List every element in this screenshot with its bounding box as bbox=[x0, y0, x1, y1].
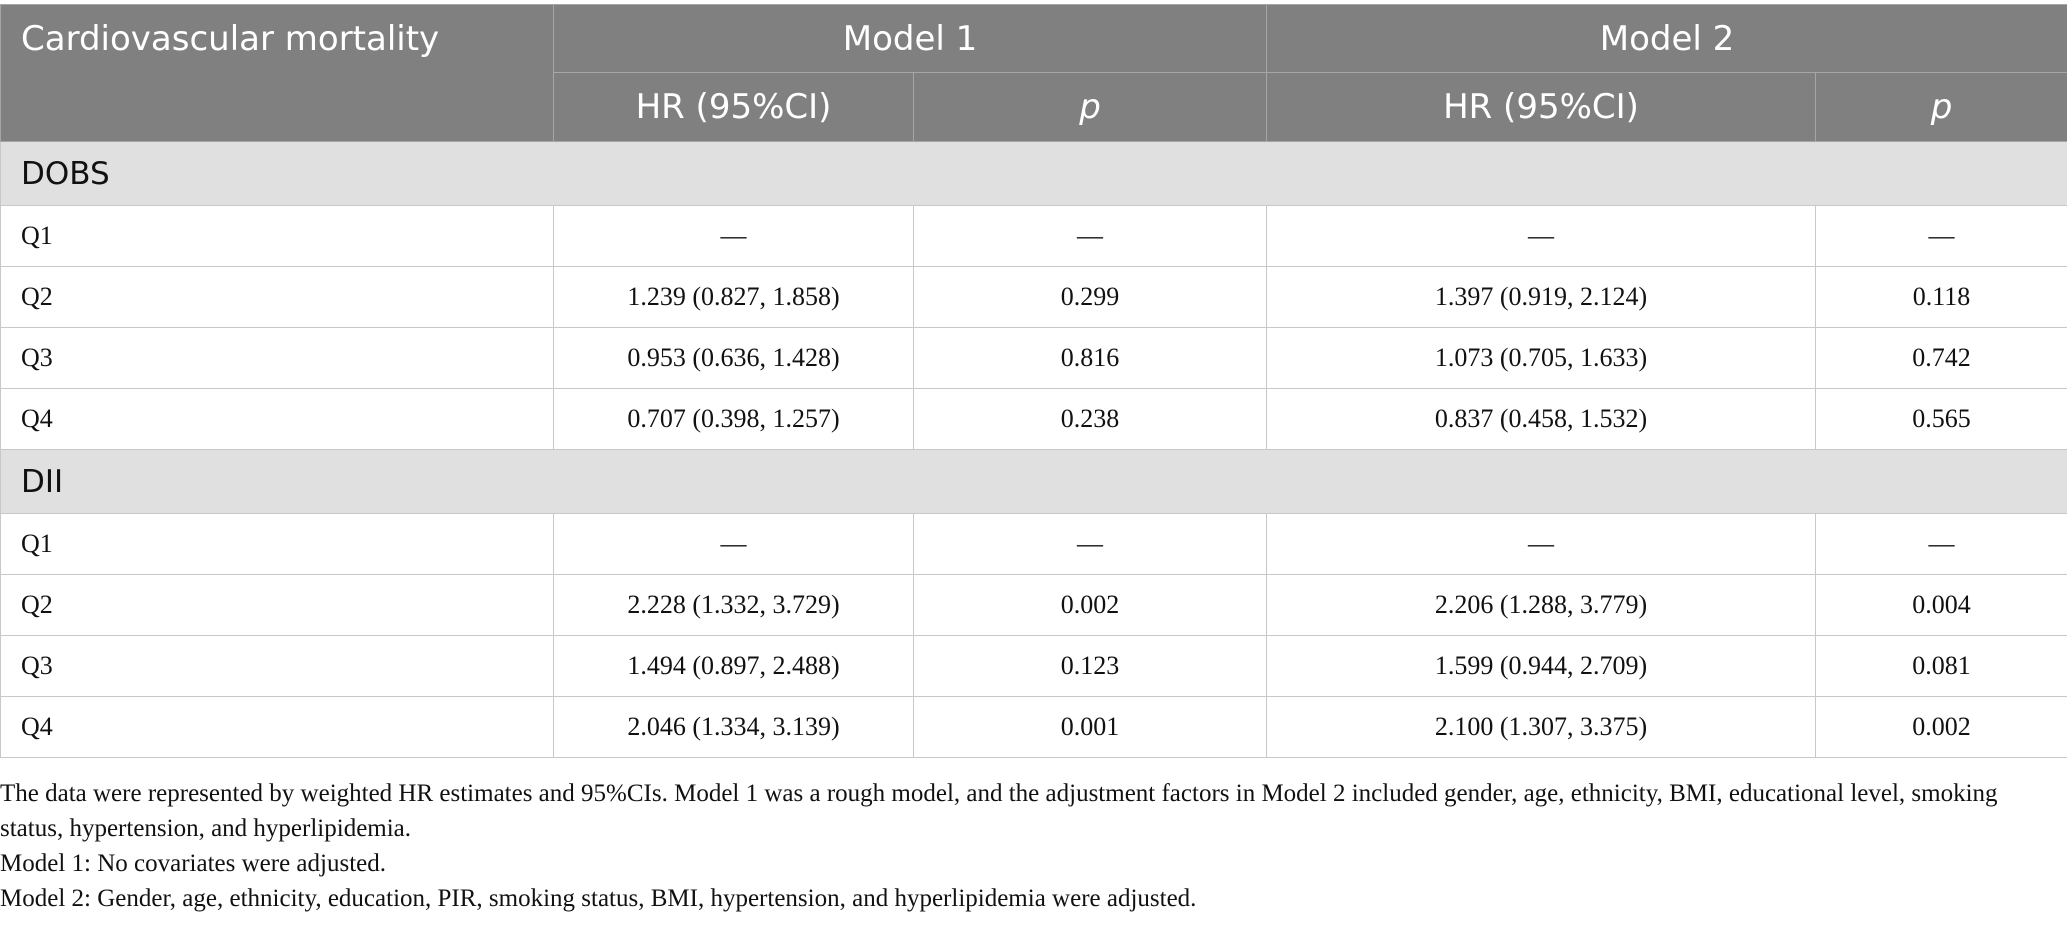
model2-p-cell: — bbox=[1816, 206, 2067, 267]
model1-hr-cell: — bbox=[554, 514, 914, 575]
quartile-cell: Q2 bbox=[1, 575, 554, 636]
model1-hr-cell: 0.707 (0.398, 1.257) bbox=[554, 389, 914, 450]
model1-header: Model 1 bbox=[554, 5, 1267, 73]
table-footnotes bbox=[0, 776, 2060, 916]
quartile-cell: Q2 bbox=[1, 267, 554, 328]
model2-hr-cell: — bbox=[1267, 514, 1816, 575]
table-row bbox=[1, 389, 2067, 450]
section-label: DII bbox=[1, 450, 2067, 514]
footnote-1: The data were represented by weighted HR estimates and 95%CIs. Model 1 was a rough model, and the adjustment factors in Model 2 included gender, age, ethnicity, BMI, educational level, smoking status, hypertension, and hyperlipidemia. bbox=[0, 780, 1998, 842]
quartile-cell: Q1 bbox=[1, 514, 554, 575]
quartile-cell: Q3 bbox=[1, 328, 554, 389]
model2-hr-cell: 1.599 (0.944, 2.709) bbox=[1267, 636, 1816, 697]
model1-hr-cell: — bbox=[554, 206, 914, 267]
model2-hr-cell: 2.206 (1.288, 3.779) bbox=[1267, 575, 1816, 636]
table-title: Cardiovascular mortality bbox=[1, 5, 554, 142]
model1-p-cell: 0.238 bbox=[914, 389, 1267, 450]
section-label: DOBS bbox=[1, 142, 2067, 206]
footnote-2: Model 1: No covariates were adjusted. bbox=[0, 850, 386, 877]
table-body bbox=[1, 142, 2067, 758]
model2-p-cell: 0.002 bbox=[1816, 697, 2067, 758]
model2-p-header: p bbox=[1816, 73, 2067, 142]
model2-p-cell: 0.742 bbox=[1816, 328, 2067, 389]
model1-p-cell: 0.299 bbox=[914, 267, 1267, 328]
table-row bbox=[1, 575, 2067, 636]
table-row bbox=[1, 636, 2067, 697]
model2-header: Model 2 bbox=[1267, 5, 2067, 73]
footnote-3: Model 2: Gender, age, ethnicity, education, PIR, smoking status, BMI, hypertension, and hyperlipidemia were adjusted. bbox=[0, 885, 1197, 912]
model1-p-cell: 0.123 bbox=[914, 636, 1267, 697]
section-row bbox=[1, 450, 2067, 514]
model1-hr-header: HR (95%CI) bbox=[554, 73, 914, 142]
model1-hr-cell: 2.046 (1.334, 3.139) bbox=[554, 697, 914, 758]
model2-hr-cell: — bbox=[1267, 206, 1816, 267]
model2-hr-cell: 0.837 (0.458, 1.532) bbox=[1267, 389, 1816, 450]
model1-p-header: p bbox=[914, 73, 1267, 142]
header-row-models bbox=[1, 5, 2067, 73]
model1-hr-cell: 1.494 (0.897, 2.488) bbox=[554, 636, 914, 697]
model1-p-cell: 0.002 bbox=[914, 575, 1267, 636]
quartile-cell: Q4 bbox=[1, 389, 554, 450]
model2-hr-header: HR (95%CI) bbox=[1267, 73, 1816, 142]
model1-hr-cell: 0.953 (0.636, 1.428) bbox=[554, 328, 914, 389]
results-table bbox=[0, 4, 2067, 758]
model1-p-cell: — bbox=[914, 206, 1267, 267]
model2-hr-cell: 2.100 (1.307, 3.375) bbox=[1267, 697, 1816, 758]
table-row bbox=[1, 328, 2067, 389]
section-row bbox=[1, 142, 2067, 206]
model2-p-cell: 0.004 bbox=[1816, 575, 2067, 636]
quartile-cell: Q1 bbox=[1, 206, 554, 267]
model2-hr-cell: 1.397 (0.919, 2.124) bbox=[1267, 267, 1816, 328]
model1-hr-cell: 2.228 (1.332, 3.729) bbox=[554, 575, 914, 636]
model1-hr-cell: 1.239 (0.827, 1.858) bbox=[554, 267, 914, 328]
model2-hr-cell: 1.073 (0.705, 1.633) bbox=[1267, 328, 1816, 389]
table-row bbox=[1, 267, 2067, 328]
quartile-cell: Q3 bbox=[1, 636, 554, 697]
model1-p-cell: 0.816 bbox=[914, 328, 1267, 389]
model2-p-cell: — bbox=[1816, 514, 2067, 575]
table-row bbox=[1, 206, 2067, 267]
model1-p-cell: 0.001 bbox=[914, 697, 1267, 758]
table-row bbox=[1, 514, 2067, 575]
model1-p-cell: — bbox=[914, 514, 1267, 575]
model2-p-cell: 0.565 bbox=[1816, 389, 2067, 450]
model2-p-cell: 0.081 bbox=[1816, 636, 2067, 697]
table-row bbox=[1, 697, 2067, 758]
model2-p-cell: 0.118 bbox=[1816, 267, 2067, 328]
quartile-cell: Q4 bbox=[1, 697, 554, 758]
